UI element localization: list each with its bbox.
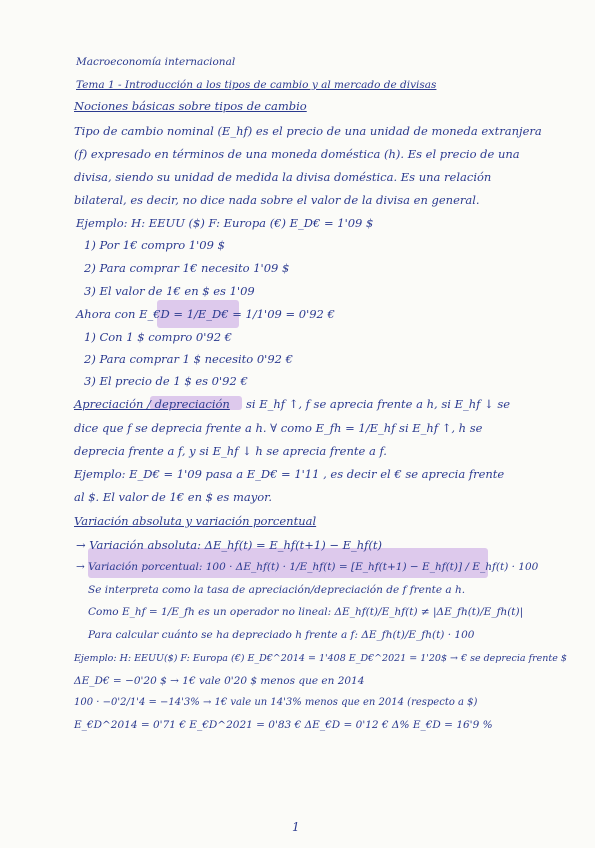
text-line: Ejemplo: H: EEUU($) F: Europa (€) E_D€^2014 = 1'408 E_D€^2021 = 1'20$ → € se deprecia frente $ xyxy=(74,653,567,664)
text-line: → Variación porcentual: 100 · ΔE_hf(t) · 1/E_hf(t) = [E_hf(t+1) − E_hf(t)] / E_hf(t) · 100 xyxy=(76,561,539,573)
text-line: divisa, siendo su unidad de medida la divisa doméstica. Es una relación xyxy=(74,170,492,184)
now-item: 1) Con 1 $ compro 0'92 € xyxy=(84,330,232,344)
text-line: Tipo de cambio nominal (E_hf) es el precio de una unidad de moneda extranjera xyxy=(74,124,542,138)
now-item: 2) Para comprar 1 $ necesito 0'92 € xyxy=(84,352,293,366)
section-title-variacion: Variación absoluta y variación porcentual xyxy=(74,514,317,528)
text-line: Para calcular cuánto se ha depreciado h frente a f: ΔE_fh(t)/E_fh(t) · 100 xyxy=(88,629,475,641)
text-line: Se interpreta como la tasa de apreciación/depreciación de f frente a h. xyxy=(88,584,466,596)
example-head: Ejemplo: H: EEUU ($) F: Europa (€) E_D€ = 1'09 $ xyxy=(76,216,374,230)
example-item: 1) Por 1€ compro 1'09 $ xyxy=(84,238,225,252)
text-line: dice que f se deprecia frente a h. ∀ como E_fh = 1/E_hf si E_hf ↑, h se xyxy=(74,421,483,435)
text-line: Como E_hf = 1/E_fh es un operador no lineal: ΔE_hf(t)/E_hf(t) ≠ |ΔE_fh(t)/E_fh(t)| xyxy=(88,606,524,618)
text-line: → Variación absoluta: ΔE_hf(t) = E_hf(t+1) − E_hf(t) xyxy=(76,538,383,552)
text-line: bilateral, es decir, no dice nada sobre el valor de la divisa en general. xyxy=(74,193,480,207)
text-line: Ejemplo: E_D€ = 1'09 pasa a E_D€ = 1'11 , es decir el € se aprecia frente xyxy=(74,467,505,481)
page-number: 1 xyxy=(292,820,300,834)
section-title-apreciacion: Apreciación / depreciación xyxy=(74,397,230,411)
example-item: 3) El valor de 1€ en $ es 1'09 xyxy=(84,284,255,298)
text-line: deprecia frente a f, y si E_hf ↓ h se aprecia frente a f. xyxy=(74,444,387,458)
section-title-nociones: Nociones básicas sobre tipos de cambio xyxy=(74,99,307,113)
example-item: 2) Para comprar 1€ necesito 1'09 $ xyxy=(84,261,290,275)
topic-title: Tema 1 - Introducción a los tipos de cambio y al mercado de divisas xyxy=(76,79,437,91)
now-item: 3) El precio de 1 $ es 0'92 € xyxy=(84,374,248,388)
now-head: Ahora con E_€D = 1/E_D€ = 1/1'09 = 0'92 € xyxy=(76,307,335,321)
text-line: ΔE_D€ = −0'20 $ → 1€ vale 0'20 $ menos que en 2014 xyxy=(74,675,365,687)
text-line: si E_hf ↑, f se aprecia frente a h, si E_hf ↓ se xyxy=(246,397,511,411)
text-line: 100 · −0'2/1'4 = −14'3% → 1€ vale un 14'3% menos que en 2014 (respecto a $) xyxy=(74,697,478,708)
text-line: (f) expresado en términos de una moneda doméstica (h). Es el precio de una xyxy=(74,147,520,161)
text-line: E_€D^2014 = 0'71 € E_€D^2021 = 0'83 € ΔE_€D = 0'12 € Δ% E_€D = 16'9 % xyxy=(74,719,493,731)
course-title: Macroeconomía internacional xyxy=(76,56,236,68)
text-line: al $. El valor de 1€ en $ es mayor. xyxy=(74,490,273,504)
